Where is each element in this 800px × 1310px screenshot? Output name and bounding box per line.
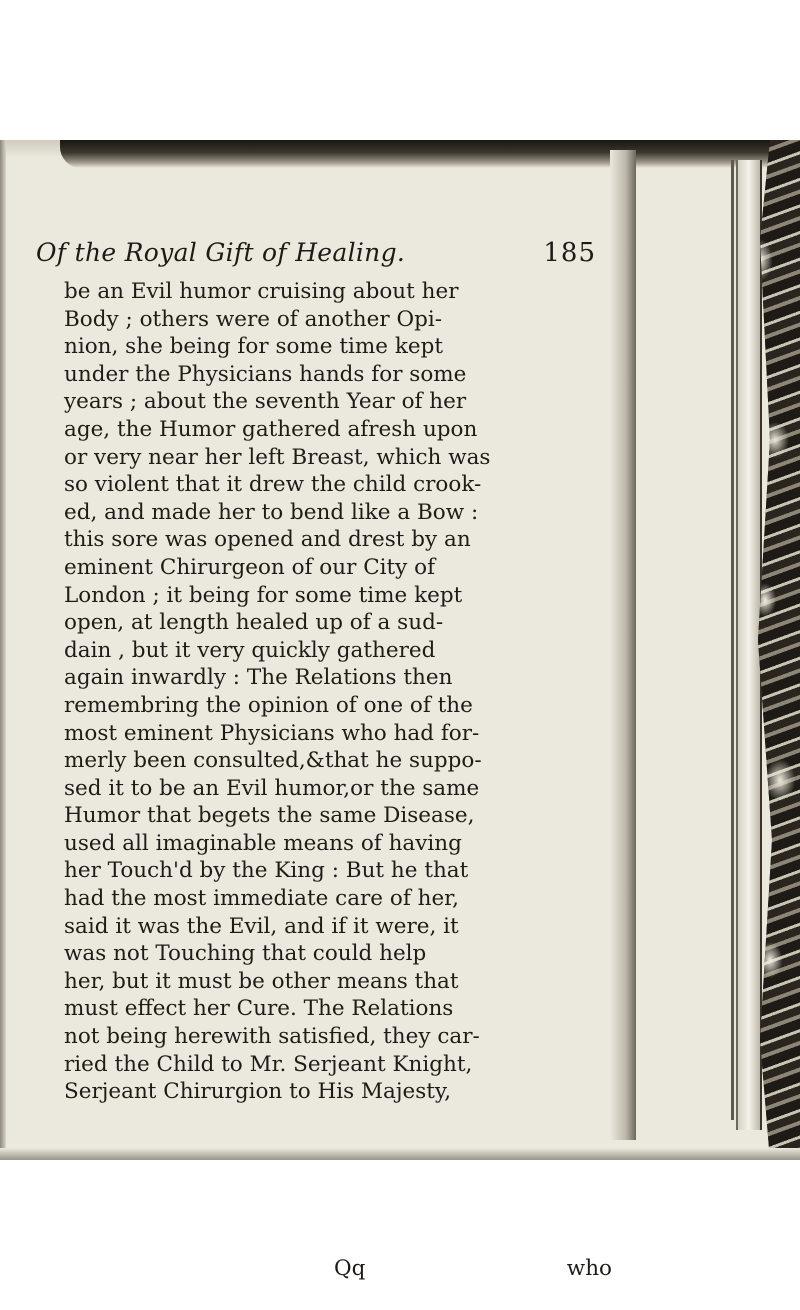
page-bottom-edge xyxy=(0,1148,800,1160)
body-text xyxy=(64,278,604,1106)
page-footer xyxy=(64,1256,612,1286)
text-line: said it was the Evil, and if it were, it xyxy=(64,913,459,939)
catchword: who xyxy=(566,1256,612,1281)
text-line: eminent Chirurgeon of our City of xyxy=(64,554,436,580)
running-head xyxy=(36,238,596,278)
text-line: Humor that begets the same Disease, xyxy=(64,803,475,829)
book-page xyxy=(0,140,800,1281)
text-line: nion, she being for some time kept xyxy=(64,334,443,360)
text-line: merly been consulted,&that he suppo- xyxy=(64,748,482,774)
text-line: not being herewith satisfied, they car- xyxy=(64,1024,480,1050)
text-line: open, at length healed up of a sud- xyxy=(64,610,444,636)
page-number: 185 xyxy=(543,238,596,268)
running-title: Of the Royal Gift of Healing. xyxy=(36,238,406,267)
text-line: again inwardly : The Relations then xyxy=(64,665,453,691)
binding-strip xyxy=(736,160,762,1130)
marbled-cover xyxy=(620,140,800,1160)
text-line: Serjeant Chirurgion to His Majesty, xyxy=(64,1079,452,1105)
text-line: was not Touching that could help xyxy=(64,941,427,967)
text-line: most eminent Physicians who had for- xyxy=(64,720,480,746)
text-line: years ; about the seventh Year of her xyxy=(64,389,467,415)
text-line: this sore was opened and drest by an xyxy=(64,527,471,553)
page-left-edge xyxy=(0,140,6,1160)
text-line: be an Evil humor cruising about her xyxy=(64,279,459,304)
text-line: or very near her left Breast, which was xyxy=(64,444,491,470)
text-line: ed, and made her to bend like a Bow : xyxy=(64,499,479,525)
binding-line xyxy=(731,160,734,1120)
gutter-shadow xyxy=(610,150,636,1140)
text-line: must effect her Cure. The Relations xyxy=(64,996,454,1022)
text-line: her, but it must be other means that xyxy=(64,968,459,994)
text-line: Body ; others were of another Opi- xyxy=(64,306,443,332)
text-line: under the Physicians hands for some xyxy=(64,361,467,387)
text-line: so violent that it drew the child crook- xyxy=(64,472,482,498)
text-line: remembring the opinion of one of the xyxy=(64,692,473,718)
text-line: ried the Child to Mr. Serjeant Knight, xyxy=(64,1051,473,1077)
text-line: London ; it being for some time kept xyxy=(64,582,463,608)
text-line: dain , but it very quickly gathered xyxy=(64,637,436,663)
text-line: used all imaginable means of having xyxy=(64,830,462,856)
book-binding xyxy=(610,140,800,1160)
signature-mark: Qq xyxy=(334,1256,366,1281)
text-line: sed it to be an Evil humor,or the same xyxy=(64,775,480,801)
text-line: age, the Humor gathered afresh upon xyxy=(64,416,478,442)
text-line: her Touch'd by the King : But he that xyxy=(64,858,469,884)
text-line: had the most immediate care of her, xyxy=(64,886,459,912)
